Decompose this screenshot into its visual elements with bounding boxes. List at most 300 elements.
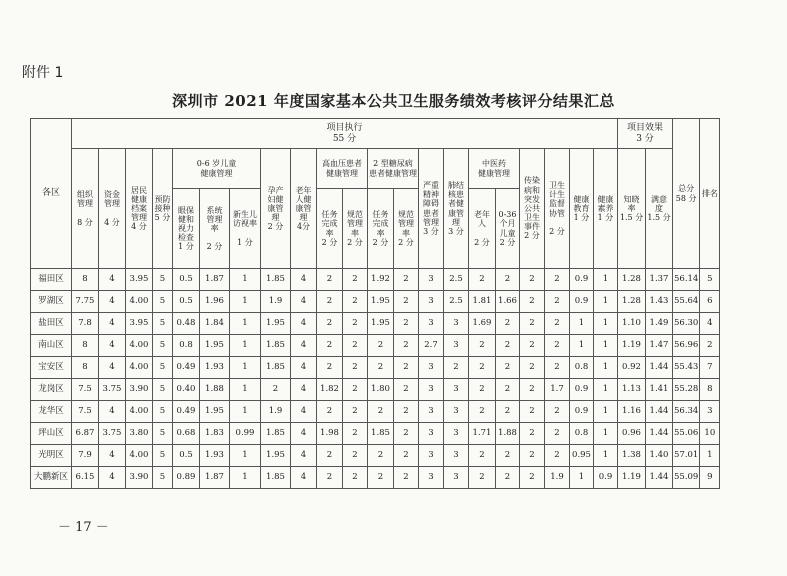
score-cell: 4 [291,291,317,313]
score-cell: 2 [317,357,343,379]
score-cell: 3.90 [126,467,153,489]
score-cell: 1.7 [545,379,570,401]
score-cell: 1.83 [200,423,230,445]
score-cell: 0.95 [570,445,594,467]
score-cell: 0.9 [570,291,594,313]
score-cell: 2 [368,335,394,357]
score-cell: 2 [545,401,570,423]
table-row [31,291,720,313]
district-cell: 龙岗区 [31,379,72,401]
score-cell: 3 [419,269,444,291]
score-cell: 1.41 [646,379,673,401]
score-cell: 4 [291,467,317,489]
score-cell: 8 [700,379,720,401]
score-cell: 56.30 [673,313,700,335]
attachment-label: 附件 1 [22,65,64,81]
score-cell: 2 [368,467,394,489]
header-child-newborn: 新生儿 访视率 1 分 [230,189,261,269]
score-cell: 2 [317,291,343,313]
score-cell: 3 [444,401,469,423]
score-cell: 1.95 [200,335,230,357]
score-cell: 0.92 [618,357,646,379]
score-cell: 3 [700,401,720,423]
score-cell: 2 [520,269,545,291]
score-cell: 4 [291,401,317,423]
page-number: － 17 － [58,520,109,535]
table-row [31,269,720,291]
score-cell: 1.19 [618,335,646,357]
score-cell: 4 [99,313,126,335]
score-cell: 0.9 [594,467,618,489]
score-cell: 3 [444,313,469,335]
score-cell: 55.28 [673,379,700,401]
table-row [31,379,720,401]
header-tcm-elderly: 老年 人 2 分 [469,189,496,269]
score-cell: 5 [153,423,173,445]
district-cell: 盐田区 [31,313,72,335]
header-diabetes-group: 2 型糖尿病 患者健康管理 [368,149,419,189]
score-cell: 0.9 [570,269,594,291]
score-cell: 4 [291,379,317,401]
score-cell: 4.00 [126,445,153,467]
score-cell: 1.88 [496,423,520,445]
score-cell: 4 [291,313,317,335]
score-cell: 2 [545,445,570,467]
district-cell: 光明区 [31,445,72,467]
header-records: 居民 健康 档案 管理 4 分 [126,149,153,269]
score-cell: 2 [496,401,520,423]
score-cell: 3.75 [99,379,126,401]
score-cell: 7.5 [72,401,99,423]
score-cell: 0.89 [173,467,200,489]
score-cell: 1.10 [618,313,646,335]
score-cell: 2 [343,379,368,401]
score-cell: 2 [343,423,368,445]
score-cell: 4 [99,357,126,379]
score-cell: 2 [545,269,570,291]
score-cell: 1 [594,335,618,357]
header-child-sys: 系统 管理 率 2 分 [200,189,230,269]
score-cell: 3 [444,467,469,489]
score-cell: 2 [469,379,496,401]
score-cell: 2 [520,357,545,379]
header-tcm-group: 中医药 健康管理 [469,149,520,189]
score-cell: 0.8 [173,335,200,357]
score-cell: 1.49 [646,313,673,335]
header-child-eye: 眼保 健和 视力 检查 1 分 [173,189,200,269]
score-cell: 2 [496,335,520,357]
score-cell: 0.68 [173,423,200,445]
score-cell: 2 [317,401,343,423]
score-cell: 1.28 [618,291,646,313]
table-row [31,467,720,489]
score-cell: 1.85 [261,467,291,489]
score-cell: 2 [545,335,570,357]
table-row [31,445,720,467]
score-cell: 1 [594,445,618,467]
score-cell: 3 [444,423,469,445]
score-cell: 5 [153,291,173,313]
score-cell: 1 [700,445,720,467]
score-cell: 2 [317,269,343,291]
score-cell: 2 [368,445,394,467]
score-cell: 2 [520,313,545,335]
score-cell: 2 [520,401,545,423]
score-cell: 1.85 [368,423,394,445]
score-cell: 0.49 [173,357,200,379]
score-cell: 2 [394,423,419,445]
header-vaccine: 预防 接种 5 分 [153,149,173,269]
score-cell: 1.85 [261,335,291,357]
score-cell: 2 [343,313,368,335]
score-cell: 0.96 [618,423,646,445]
district-cell: 南山区 [31,335,72,357]
score-cell: 2 [496,269,520,291]
score-cell: 2 [545,423,570,445]
score-cell: 1.84 [200,313,230,335]
score-cell: 1.95 [261,313,291,335]
score-cell: 3 [419,379,444,401]
score-cell: 1.85 [261,357,291,379]
score-cell: 2 [520,379,545,401]
score-cell: 2 [394,269,419,291]
score-cell: 1.40 [646,445,673,467]
score-cell: 1.37 [646,269,673,291]
score-cell: 1.28 [618,269,646,291]
header-rank: 排名 [700,119,720,269]
score-cell: 2 [469,357,496,379]
score-cell: 2 [496,379,520,401]
score-cell: 55.09 [673,467,700,489]
score-cell: 4.00 [126,335,153,357]
score-cell: 2 [469,467,496,489]
score-cell: 3 [419,445,444,467]
score-cell: 2 [520,423,545,445]
header-dm-std: 规范 管理 率 2 分 [394,189,419,269]
score-cell: 0.5 [173,445,200,467]
header-infectious: 传染 病和 突发 公共 卫生 事件 2 分 [520,149,545,269]
score-cell: 1.80 [368,379,394,401]
score-cell: 1.19 [618,467,646,489]
score-cell: 1 [594,379,618,401]
score-cell: 2 [343,269,368,291]
table-row [31,401,720,423]
score-cell: 6.15 [72,467,99,489]
score-cell: 4 [700,313,720,335]
score-cell: 1.9 [261,291,291,313]
score-cell: 1.44 [646,357,673,379]
score-cell: 1 [570,467,594,489]
table-row [31,357,720,379]
score-cell: 3 [419,357,444,379]
score-cell: 4 [99,401,126,423]
score-cell: 2 [394,335,419,357]
score-cell: 2 [368,401,394,423]
score-cell: 4.00 [126,291,153,313]
header-satisfaction: 满意 度 1.5 分 [646,149,673,269]
score-cell: 2 [368,357,394,379]
header-tb: 肺结 核患 者健 康管 理 3 分 [444,149,469,269]
score-cell: 2 [545,291,570,313]
score-cell: 4.00 [126,357,153,379]
score-cell: 1.44 [646,423,673,445]
score-cell: 1 [594,357,618,379]
score-cell: 7.75 [72,291,99,313]
header-edu: 健康 教育 1 分 [570,149,594,269]
score-cell: 2 [394,445,419,467]
score-cell: 2 [520,445,545,467]
score-cell: 0.9 [570,379,594,401]
score-cell: 3.90 [126,379,153,401]
score-cell: 3.80 [126,423,153,445]
score-cell: 5 [153,269,173,291]
score-cell: 1 [230,357,261,379]
score-cell: 2 [496,313,520,335]
header-tcm-child: 0-36 个月 儿童 2 分 [496,189,520,269]
score-cell: 4 [99,269,126,291]
score-cell: 2 [317,445,343,467]
score-cell: 8 [72,357,99,379]
score-cell: 4 [99,291,126,313]
score-cell: 3 [444,445,469,467]
score-cell: 1.85 [261,423,291,445]
header-awareness: 知晓 率 1.5 分 [618,149,646,269]
score-cell: 2 [394,357,419,379]
score-cell: 7 [700,357,720,379]
score-cell: 57.01 [673,445,700,467]
score-cell: 0.40 [173,379,200,401]
score-cell: 0.99 [230,423,261,445]
score-cell: 2 [261,379,291,401]
score-cell: 6.87 [72,423,99,445]
score-cell: 2.5 [444,269,469,291]
score-cell: 1 [594,313,618,335]
table-row [31,335,720,357]
score-cell: 2 [496,357,520,379]
header-district: 各区 [31,119,72,269]
score-cell: 1.85 [261,269,291,291]
score-cell: 3 [444,335,469,357]
score-cell: 0.9 [570,401,594,423]
score-cell: 56.34 [673,401,700,423]
score-cell: 2 [700,335,720,357]
score-cell: 1.95 [261,445,291,467]
score-cell: 4 [291,335,317,357]
header-exec: 项目执行 55 分 [72,119,618,149]
score-cell: 2 [343,335,368,357]
score-cell: 4 [291,357,317,379]
table-row [31,423,720,445]
header-hyp-std: 规范 管理 率 2 分 [343,189,368,269]
score-cell: 5 [153,401,173,423]
score-cell: 2 [317,313,343,335]
header-hyp-task: 任务 完成 率 2 分 [317,189,343,269]
score-cell: 1.95 [368,313,394,335]
score-cell: 1.82 [317,379,343,401]
score-cell: 6 [700,291,720,313]
score-cell: 0.49 [173,401,200,423]
header-maternal: 孕产 妇健 康管 理 2 分 [261,149,291,269]
score-cell: 2 [317,335,343,357]
score-cell: 56.96 [673,335,700,357]
document-title: 深圳市 2021 年度国家基本公共卫生服务绩效考核评分结果汇总 [172,92,615,110]
score-cell: 55.43 [673,357,700,379]
score-cell: 5 [700,269,720,291]
header-org: 组织 管理 8 分 [72,149,99,269]
score-table-body [31,269,720,489]
score-cell: 5 [153,467,173,489]
score-cell: 2 [496,467,520,489]
score-cell: 1 [230,379,261,401]
score-cell: 1.92 [368,269,394,291]
district-cell: 大鹏新区 [31,467,72,489]
header-elderly: 老年 人健 康管 理 4分 [291,149,317,269]
score-cell: 1.66 [496,291,520,313]
score-cell: 1.44 [646,467,673,489]
score-cell: 1.87 [200,467,230,489]
score-cell: 2 [394,467,419,489]
header-supervision: 卫生 计生 监督 协管 2 分 [545,149,570,269]
score-cell: 7.9 [72,445,99,467]
table-row [31,313,720,335]
score-cell: 2 [496,445,520,467]
score-cell: 4 [99,445,126,467]
score-cell: 0.8 [570,423,594,445]
score-cell: 5 [153,335,173,357]
score-cell: 0.5 [173,291,200,313]
score-cell: 1 [570,335,594,357]
score-cell: 1.47 [646,335,673,357]
score-cell: 55.64 [673,291,700,313]
header-fund: 资金 管理 4 分 [99,149,126,269]
score-cell: 5 [153,313,173,335]
score-cell: 1.38 [618,445,646,467]
score-cell: 1.71 [469,423,496,445]
score-cell: 3 [419,291,444,313]
score-table [30,118,720,489]
header-mental: 严重 精神 障碍 患者 管理 3 分 [419,149,444,269]
score-cell: 2 [444,357,469,379]
score-cell: 1.9 [545,467,570,489]
score-cell: 2.7 [419,335,444,357]
score-cell: 1.16 [618,401,646,423]
score-cell: 0.5 [173,269,200,291]
score-cell: 2 [343,467,368,489]
score-cell: 1.98 [317,423,343,445]
score-cell: 2 [343,291,368,313]
score-cell: 4 [291,445,317,467]
score-cell: 2 [394,313,419,335]
score-cell: 2 [343,401,368,423]
score-cell: 2 [545,313,570,335]
score-cell: 2 [469,445,496,467]
score-cell: 56.14 [673,269,700,291]
score-cell: 2 [520,467,545,489]
score-cell: 5 [153,445,173,467]
score-cell: 4 [291,269,317,291]
score-cell: 8 [72,269,99,291]
score-cell: 3 [419,401,444,423]
score-cell: 8 [72,335,99,357]
score-cell: 2 [394,379,419,401]
district-cell: 福田区 [31,269,72,291]
score-cell: 1.88 [200,379,230,401]
score-cell: 1 [594,291,618,313]
score-cell: 7.5 [72,379,99,401]
score-cell: 1.93 [200,445,230,467]
score-cell: 1 [230,401,261,423]
score-cell: 1.87 [200,269,230,291]
score-cell: 1.95 [200,401,230,423]
score-cell: 4.00 [126,401,153,423]
score-cell: 1 [230,467,261,489]
score-cell: 1.96 [200,291,230,313]
score-cell: 1 [230,313,261,335]
score-cell: 2 [545,357,570,379]
score-cell: 3.95 [126,269,153,291]
header-hypertension-group: 高血压患者 健康管理 [317,149,368,189]
score-cell: 4 [99,335,126,357]
header-total: 总分 58 分 [673,119,700,269]
score-cell: 3 [419,313,444,335]
header-child-group: 0-6 岁儿童 健康管理 [173,149,261,189]
header-effect: 项目效果 3 分 [618,119,673,149]
score-cell: 10 [700,423,720,445]
score-cell: 1 [594,423,618,445]
score-cell: 2 [317,467,343,489]
score-cell: 2 [520,335,545,357]
district-cell: 宝安区 [31,357,72,379]
score-cell: 2 [343,357,368,379]
score-cell: 4 [291,423,317,445]
score-cell: 1 [230,445,261,467]
score-cell: 1.81 [469,291,496,313]
score-cell: 1.95 [368,291,394,313]
score-cell: 5 [153,357,173,379]
score-cell: 1.44 [646,401,673,423]
score-cell: 55.06 [673,423,700,445]
score-cell: 3.75 [99,423,126,445]
score-cell: 2 [394,401,419,423]
score-cell: 1 [230,291,261,313]
score-cell: 3 [444,379,469,401]
score-cell: 2 [469,269,496,291]
score-cell: 2 [343,445,368,467]
score-cell: 1 [594,269,618,291]
score-cell: 1 [230,269,261,291]
score-cell: 2.5 [444,291,469,313]
district-cell: 罗湖区 [31,291,72,313]
score-cell: 3 [419,423,444,445]
score-cell: 3.95 [126,313,153,335]
score-cell: 2 [394,291,419,313]
header-literacy: 健康 素养 1 分 [594,149,618,269]
score-cell: 1.93 [200,357,230,379]
score-cell: 9 [700,467,720,489]
score-cell: 0.48 [173,313,200,335]
score-cell: 3 [419,467,444,489]
score-cell: 2 [469,335,496,357]
score-cell: 2 [520,291,545,313]
score-cell: 1.43 [646,291,673,313]
score-cell: 1 [230,335,261,357]
score-cell: 1.13 [618,379,646,401]
score-cell: 2 [469,401,496,423]
score-cell: 1.69 [469,313,496,335]
district-cell: 坪山区 [31,423,72,445]
header-dm-task: 任务 完成 率 2 分 [368,189,394,269]
score-cell: 1.9 [261,401,291,423]
